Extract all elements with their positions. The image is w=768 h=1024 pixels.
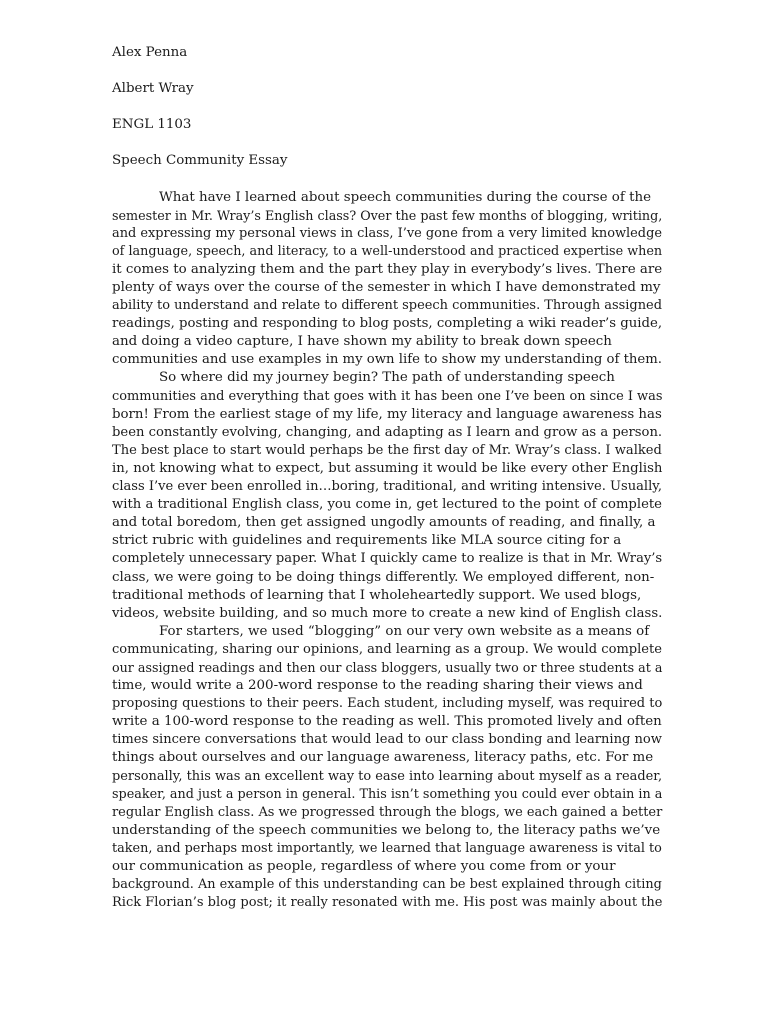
text-line: class I’ve ever been enrolled in…boring, traditional, and writing intensive. Usually, <box>112 479 663 495</box>
text-line: readings, posting and responding to blog posts, completing a wiki reader’s guide, <box>112 316 663 332</box>
text-line: communicating, sharing our opinions, and learning as a group. We would complete <box>112 641 662 657</box>
text-line: personally, this was an excellent way to ease into learning about myself as a reader, <box>112 768 663 784</box>
text-line: communities and everything that goes with it has been one I’ve been on since I was <box>112 388 663 404</box>
text-line: So where did my journey begin? The path of understanding speech <box>159 370 615 386</box>
text-line: plenty of ways over the course of the semester in which I have demonstrated my <box>112 280 661 296</box>
essay-title: Speech Community Essay <box>112 152 288 168</box>
text-line: speaker, and just a person in general. This isn’t something you could ever obtain in a <box>112 786 663 802</box>
student-name: Alex Penna <box>112 45 188 60</box>
text-line: ability to understand and relate to different speech communities. Through assigned <box>112 298 662 314</box>
text-line: and expressing my personal views in class, I’ve gone from a very limited knowledge <box>112 225 662 241</box>
text-line: Rick Florian’s blog post; it really resonated with me. His post was mainly about the <box>112 895 663 911</box>
text-line: time, would write a 200-word response to the reading sharing their views and <box>112 678 643 694</box>
instructor-name: Albert Wray <box>112 80 194 96</box>
text-line: our communication as people, regardless of where you come from or your <box>112 859 616 875</box>
text-line: with a traditional English class, you come in, get lectured to the point of complete <box>112 497 662 513</box>
text-line: been constantly evolving, changing, and adapting as I learn and grow as a person. <box>112 424 663 440</box>
text-line: communities and use examples in my own life to show my understanding of them. <box>112 352 662 368</box>
text-line: understanding of the speech communities we belong to, the literacy paths we’ve <box>112 822 661 838</box>
course-code: ENGL 1103 <box>112 116 192 132</box>
text-line: write a 100-word response to the reading as well. This promoted lively and often <box>112 714 662 730</box>
text-line: and total boredom, then get assigned ungodly amounts of reading, and finally, a <box>112 515 656 531</box>
text-line: things about ourselves and our language awareness, literacy paths, etc. For me <box>112 750 654 766</box>
text-line: taken, and perhaps most importantly, we learned that language awareness is vital to <box>112 840 662 856</box>
text-line: it comes to analyzing them and the part they play in everybody’s lives. There are <box>112 261 663 277</box>
text-line: For starters, we used “blogging” on our very own website as a means of <box>159 623 650 639</box>
text-line: traditional methods of learning that I wholeheartedly support. We used blogs, <box>112 587 642 603</box>
essay-body <box>112 44 662 912</box>
text-line: born! From the earliest stage of my life, my literacy and language awareness has <box>112 406 662 422</box>
text-line: background. An example of this understanding can be best explained through citing <box>112 877 662 893</box>
text-line: regular English class. As we progressed through the blogs, we each gained a better <box>112 804 663 820</box>
text-line: videos, website building, and so much more to create a new kind of English class. <box>112 605 663 621</box>
text-line: completely unnecessary paper. What I quickly came to realize is that in Mr. Wray’s <box>112 551 663 567</box>
text-line: The best place to start would perhaps be the first day of Mr. Wray’s class. I walked <box>112 442 662 458</box>
text-line: and doing a video capture, I have shown my ability to break down speech <box>112 334 612 350</box>
text-line: strict rubric with guidelines and requirements like MLA source citing for a <box>112 533 622 549</box>
text-line: semester in Mr. Wray’s English class? Over the past few months of blogging, writing, <box>112 207 663 223</box>
text-line: proposing questions to their peers. Each student, including myself, was required to <box>112 696 663 712</box>
text-line: in, not knowing what to expect, but assuming it would be like every other English <box>112 460 663 476</box>
text-line: our assigned readings and then our class bloggers, usually two or three students at a <box>112 659 663 675</box>
text-line: of language, speech, and literacy, to a well-understood and practiced expertise when <box>112 243 663 259</box>
essay-text <box>112 189 662 913</box>
text-line: What have I learned about speech communities during the course of the <box>159 189 651 205</box>
text-line: times sincere conversations that would lead to our class bonding and learning now <box>112 732 662 748</box>
text-line: class, we were going to be doing things differently. We employed different, non- <box>112 569 655 585</box>
